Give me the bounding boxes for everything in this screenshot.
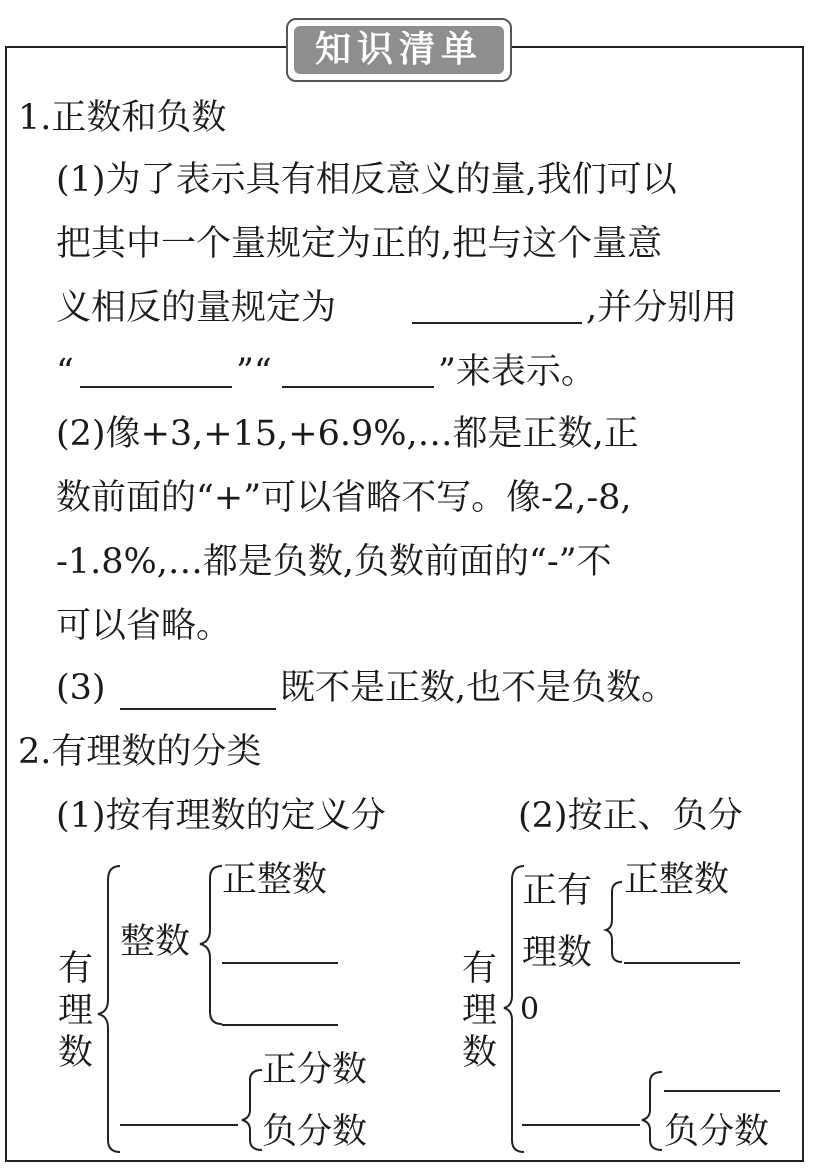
para1-line3-start: 义相反的量规定为 [56,288,337,328]
right-zero: 0 [520,992,540,1027]
left-positive-integer: 正整数 [222,860,328,900]
left-integer: 整数 [120,922,191,962]
caption-by-definition: (1)按有理数的定义分 [56,796,386,836]
para1-line4-end: ”来表示。 [438,352,596,392]
left-fraction-brace [242,1070,262,1150]
heading-positive-negative: 1.正数和负数 [18,98,227,138]
right-root-rational: 有理数 [462,949,498,1073]
caption-by-sign: (2)按正、负分 [518,796,743,836]
right-positive-rational: 正有理数 [522,871,593,973]
left-root-rational: 有理数 [58,949,94,1073]
para1-line3-end: ,并分别用 [586,288,738,328]
right-root-brace [504,866,524,1152]
para3-suffix: 既不是正数,也不是负数。 [280,668,677,708]
para1-line4-quote-mid: ”“ [236,352,272,392]
right-positive-brace [606,882,622,962]
right-negative-brace [642,1072,662,1150]
para1-line2: 把其中一个量规定为正的,把与这个量意 [56,224,663,264]
para2-line3: -1.8%,…都是负数,负数前面的“-”不 [56,542,612,582]
para1-line4-quote-open: “ [56,352,74,392]
para2-line2: 数前面的“+”可以省略不写。像-2,-8, [56,478,632,518]
para1-line1: (1)为了表示具有相反意义的量,我们可以 [56,160,677,200]
para3-prefix: (3) [56,668,106,708]
left-integer-brace [200,866,222,1024]
left-positive-fraction: 正分数 [262,1050,368,1090]
right-positive-integer: 正整数 [624,860,730,900]
left-negative-fraction: 负分数 [262,1112,368,1152]
heading-classification: 2.有理数的分类 [18,732,262,772]
left-root-brace [98,866,120,1152]
section-title: 知识清单 [294,26,504,74]
para2-line4: 可以省略。 [56,606,232,646]
para2-line1: (2)像+3,+15,+6.9%,…都是正数,正 [56,414,639,454]
right-negative-fraction: 负分数 [664,1112,770,1152]
